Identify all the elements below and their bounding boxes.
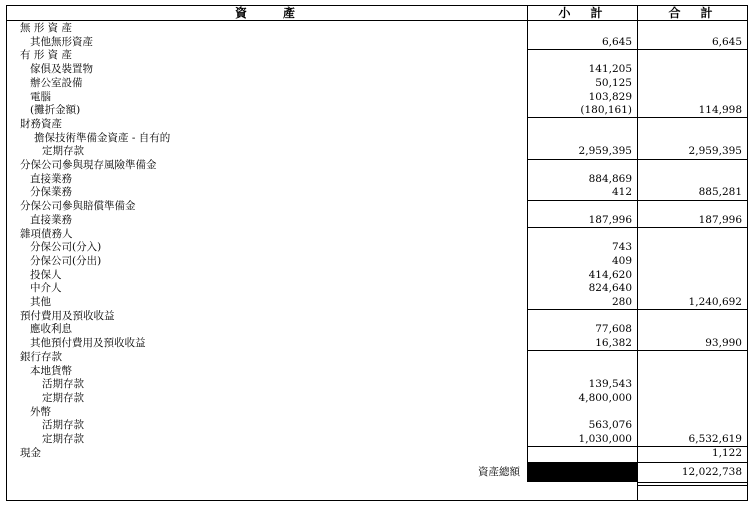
row-subtotal: 16,382 bbox=[595, 337, 632, 350]
row-label: 雜項債務人 bbox=[20, 227, 73, 240]
group-rule bbox=[527, 227, 638, 228]
row-label: 有 形 資 產 bbox=[20, 49, 73, 62]
row-label: 傢俱及裝置物 bbox=[30, 63, 93, 76]
row-total: 1,240,692 bbox=[688, 296, 742, 308]
row-subtotal: 187,996 bbox=[588, 213, 632, 226]
row-subtotal: 2,959,395 bbox=[578, 145, 632, 158]
row-label: 銀行存款 bbox=[20, 350, 62, 363]
row-subtotal: 824,640 bbox=[588, 282, 632, 295]
total-assets-label: 資產總額 bbox=[478, 466, 520, 478]
row-subtotal: 139,543 bbox=[588, 378, 632, 391]
group-rule bbox=[637, 446, 748, 447]
total-assets-value: 12,022,738 bbox=[681, 466, 742, 478]
row-label: 無 形 資 產 bbox=[20, 22, 73, 34]
row-label: 定期存款 bbox=[42, 433, 84, 445]
row-subtotal: 409 bbox=[611, 254, 632, 267]
row-subtotal: 6,645 bbox=[601, 35, 632, 48]
row-subtotal: 4,800,000 bbox=[578, 391, 632, 404]
group-rule bbox=[637, 159, 748, 160]
row-label: 本地貨幣 bbox=[30, 364, 72, 377]
header-assets: 資 產 bbox=[234, 6, 299, 20]
row-total: 2,959,395 bbox=[688, 145, 742, 158]
group-rule bbox=[527, 159, 638, 160]
group-rule bbox=[637, 200, 748, 201]
subtotal-column-left-rule bbox=[527, 5, 528, 482]
row-label: 定期存款 bbox=[42, 145, 84, 158]
row-total: 187,996 bbox=[698, 213, 742, 226]
row-subtotal: 141,205 bbox=[588, 63, 632, 76]
group-rule bbox=[527, 49, 638, 50]
row-label: 其他 bbox=[30, 296, 51, 308]
row-label: 擔保技術準備金資產 - 自有的 bbox=[34, 131, 171, 144]
row-subtotal: 563,076 bbox=[588, 419, 632, 432]
row-subtotal: 1,030,000 bbox=[578, 433, 632, 445]
row-subtotal: 50,125 bbox=[595, 76, 632, 89]
bottom-border bbox=[6, 500, 748, 501]
row-label: 其他預付費用及預收收益 bbox=[30, 337, 146, 350]
row-label: 分保公司(分出) bbox=[30, 254, 102, 267]
row-label: 應收利息 bbox=[30, 323, 72, 336]
group-rule bbox=[637, 227, 748, 228]
row-label: 定期存款 bbox=[42, 391, 84, 404]
row-label: 現金 bbox=[20, 446, 41, 459]
group-rule bbox=[637, 350, 748, 351]
row-total: 1,122 bbox=[711, 446, 742, 459]
group-rule bbox=[637, 49, 748, 50]
row-label: 直接業務 bbox=[30, 172, 72, 185]
row-subtotal: (180,161) bbox=[580, 104, 632, 117]
row-label: 分保公司參與賠償準備金 bbox=[20, 200, 136, 213]
row-total: 114,998 bbox=[698, 104, 742, 117]
grand-total-underline-1 bbox=[637, 482, 748, 483]
group-rule bbox=[527, 117, 638, 118]
row-label: 分保公司參與現存風險準備金 bbox=[20, 159, 157, 171]
grand-total-underline-2 bbox=[637, 485, 748, 486]
group-rule bbox=[527, 309, 638, 310]
group-rule bbox=[527, 446, 638, 447]
total-column-left-rule bbox=[637, 5, 638, 500]
row-subtotal: 884,869 bbox=[588, 172, 632, 185]
row-label: 預付費用及預收收益 bbox=[20, 309, 115, 322]
group-rule bbox=[527, 350, 638, 351]
row-label: 活期存款 bbox=[42, 378, 84, 391]
row-label: 直接業務 bbox=[30, 213, 72, 226]
row-subtotal: 280 bbox=[611, 296, 632, 308]
row-label: 其他無形資產 bbox=[30, 35, 93, 48]
row-subtotal: 77,608 bbox=[595, 323, 632, 336]
row-total: 93,990 bbox=[705, 337, 742, 350]
group-rule bbox=[637, 117, 748, 118]
row-subtotal: 103,829 bbox=[588, 90, 632, 103]
row-label: 投保人 bbox=[30, 268, 62, 281]
row-subtotal: 414,620 bbox=[588, 268, 632, 281]
left-border bbox=[6, 5, 7, 500]
row-label: (攤折金額) bbox=[30, 104, 81, 117]
row-label: 活期存款 bbox=[42, 419, 84, 432]
header-subtotal: 小 計 bbox=[558, 6, 607, 20]
header-total: 合 計 bbox=[668, 6, 717, 20]
row-total: 885,281 bbox=[698, 186, 742, 199]
row-label: 外幣 bbox=[30, 405, 51, 418]
row-subtotal: 743 bbox=[611, 241, 632, 254]
row-label: 辦公室設備 bbox=[30, 76, 83, 89]
row-label: 分保業務 bbox=[30, 186, 72, 199]
right-border bbox=[747, 5, 748, 500]
row-label: 財務資產 bbox=[20, 117, 62, 130]
row-total: 6,532,619 bbox=[688, 433, 742, 445]
row-label: 分保公司(分入) bbox=[30, 241, 102, 254]
row-total: 6,645 bbox=[711, 35, 742, 48]
group-rule bbox=[527, 200, 638, 201]
group-rule bbox=[637, 309, 748, 310]
row-label: 電腦 bbox=[30, 90, 51, 103]
redacted-black-box bbox=[528, 462, 637, 482]
row-label: 中介人 bbox=[30, 282, 62, 295]
row-subtotal: 412 bbox=[611, 186, 632, 199]
